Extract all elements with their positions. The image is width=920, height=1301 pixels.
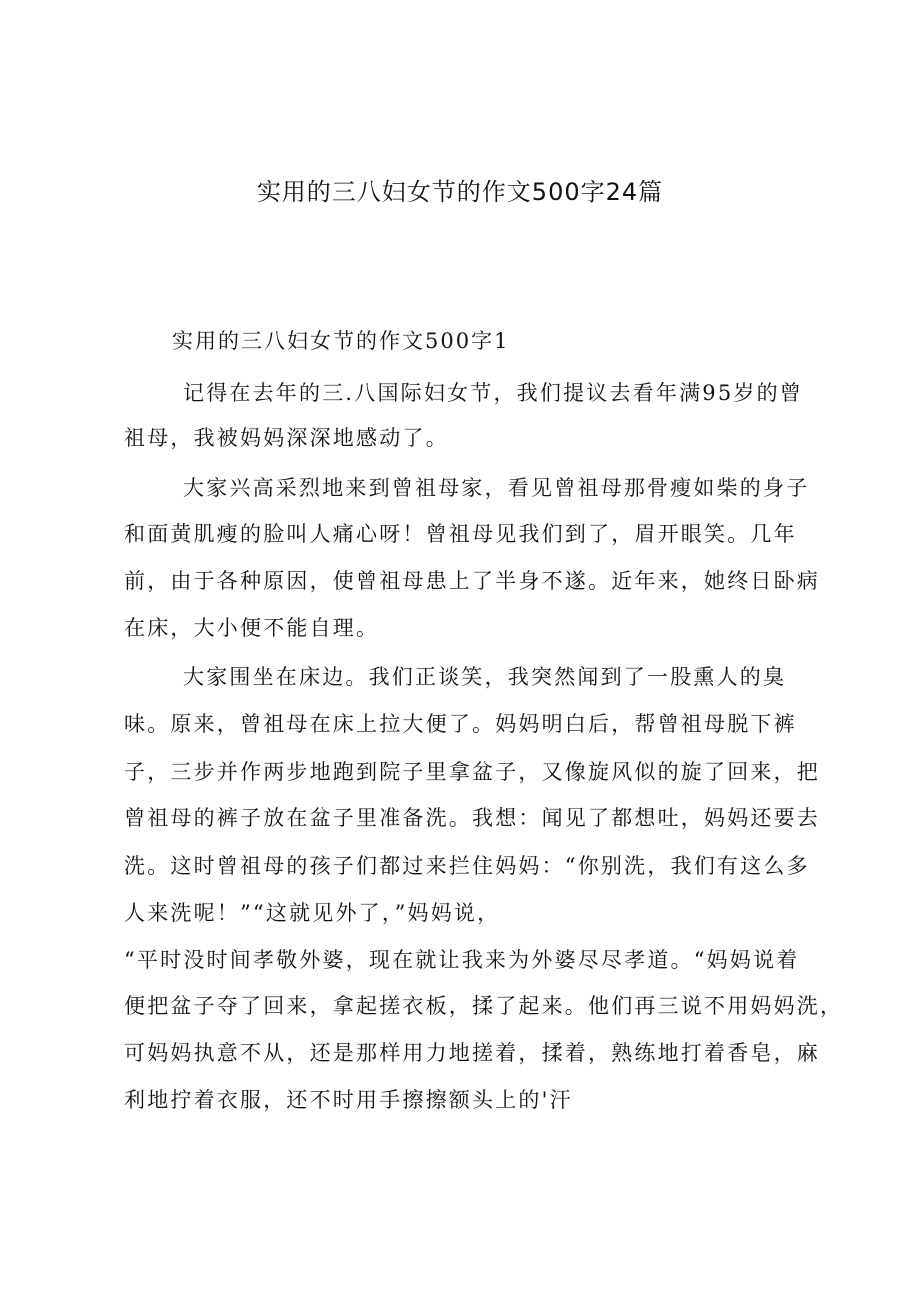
text-line: 可妈妈执意不从，还是那样用力地搓着，揉着，熟练地打着香皂，麻 (124, 1041, 820, 1065)
text-line: 前，由于各种原因，使曾祖母患上了半身不遂。近年来，她终日卧病 (124, 569, 820, 593)
text-line: “平时没时间孝敬外婆，现在就让我来为外婆尽尽孝道。“妈妈说着 (124, 948, 800, 972)
text-line: 便把盆子夺了回来，拿起搓衣板，揉了起来。他们再三说不用妈妈洗， (124, 994, 844, 1018)
text-line: 味。原来，曾祖母在床上拉大便了。妈妈明白后，帮曾祖母脱下裤 (124, 712, 797, 736)
text-line: 利地拧着衣服，还不时用手擦擦额头上的'汗 (124, 1088, 573, 1112)
section-title: 实用的三八妇女节的作文500字1 (172, 329, 510, 353)
text-line: 祖母，我被妈妈深深地感动了。 (124, 426, 449, 450)
document-title: 实用的三八妇女节的作文500字24篇 (256, 178, 664, 206)
text-line: 洗。这时曾祖母的孩子们都过来拦住妈妈：“你别洗，我们有这么多 (124, 854, 810, 878)
text-line: 在床，大小便不能自理。 (124, 616, 380, 640)
text-line: 大家围坐在床边。我们正谈笑，我突然闻到了一股熏人的臭 (183, 665, 787, 689)
text-line: 子，三步并作两步地跑到院子里拿盆子，又像旋风似的旋了回来，把 (124, 760, 820, 784)
text-line: 和面黄肌瘦的脸叫人痛心呀！曾祖母见我们到了，眉开眼笑。几年 (124, 522, 797, 546)
text-line: 人来洗呢！”“这就见外了，”妈妈说， (124, 901, 501, 925)
text-line: 曾祖母的裤子放在盆子里准备洗。我想：闻见了都想吐，妈妈还要去 (124, 806, 820, 830)
text-line: 记得在去年的三.八国际妇女节，我们提议去看年满95岁的曾 (183, 381, 803, 405)
text-line: 大家兴高采烈地来到曾祖母家，看见曾祖母那骨瘦如柴的身子 (183, 476, 810, 500)
